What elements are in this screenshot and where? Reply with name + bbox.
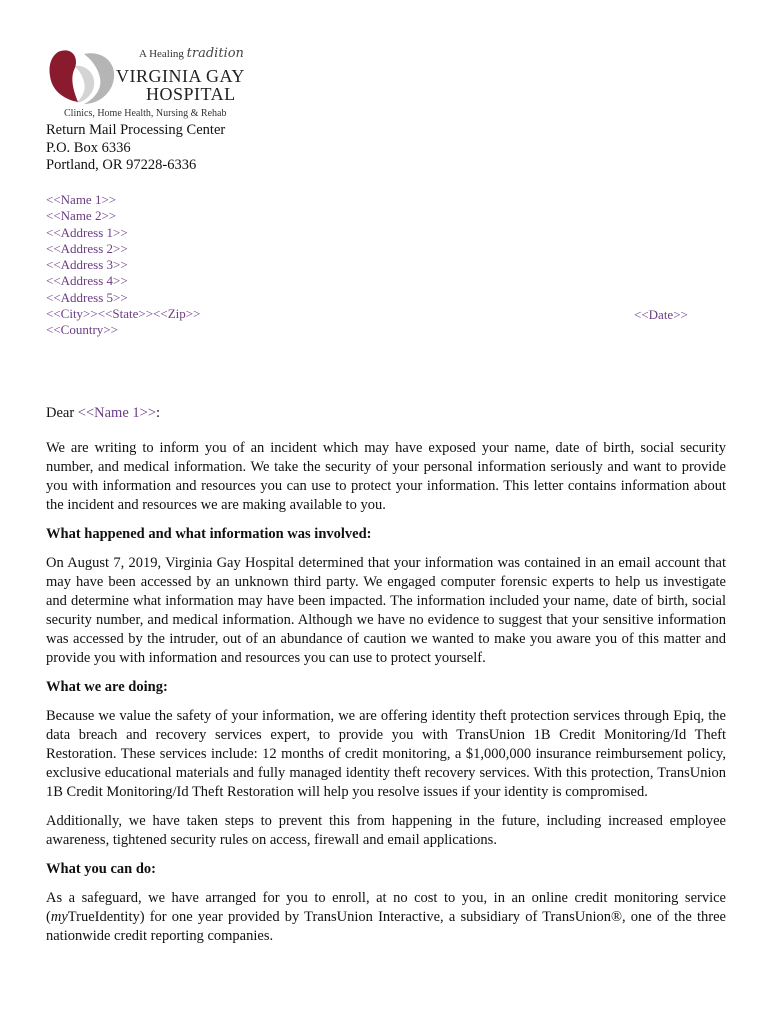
recipient-city-state-zip: <<City>><<State>><<Zip>> (46, 306, 201, 322)
what-happened-paragraph: On August 7, 2019, Virginia Gay Hospital determined that your information was contained in an email account that may have been accessed by an unknown third party. We engaged computer forensic experts to help us investigate and determine what information may have been impacted. The information included your name, date of birth, social security number, and medical information. Although we have no evidence to suggest that your sensitive information was accessed by the intruder, out of an abundance of caution we wanted to make you aware you of this matter and provide you with information and resources you can use to protect yourself. (46, 555, 726, 666)
return-address (46, 122, 225, 175)
date-field: <<Date>> (634, 307, 688, 322)
what-doing-paragraph: Because we value the safety of your information, we are offering identity theft protection services through Epiq, the data breach and recovery services expert, to provide you with TransUnion 1B Credit Monitoring/Id Theft Restoration. These services include: 12 months of credit monitoring, a $1,000,000 insurance reimbursement policy, exclusive educational materials and fully managed identity theft recovery services. With this protection, TransUnion 1B Credit Monitoring/Id Theft Restoration will help you resolve issues if your identity is compromised. (46, 708, 726, 800)
recipient-address4: <<Address 4>> (46, 273, 128, 289)
hospital-logo (44, 46, 244, 120)
return-address-line: P.O. Box 6336 (46, 139, 131, 156)
logo-subtitle: Clinics, Home Health, Nursing & Rehab (64, 108, 227, 119)
logo-name-line1: VIRGINIA GAY (116, 66, 245, 86)
recipient-address2: <<Address 2>> (46, 240, 128, 256)
return-address-line: Return Mail Processing Center (46, 122, 226, 138)
safeguard-paragraph: As a safeguard, we have arranged for you to enroll, at no cost to you, in an online credit monitoring service (myTrueIdentity) for one year provided by TransUnion Interactive, a subsidiary of TransUnion®, one of the three nationwide credit reporting companies. (46, 890, 726, 944)
heading-what-happened: What happened and what information was involved: (46, 526, 372, 542)
salutation-name: <<Name 1>> (77, 405, 157, 421)
logo-mark-icon (44, 48, 118, 106)
letter-body (46, 439, 726, 956)
recipient-country: <<Country>> (46, 322, 118, 338)
recipient-address3: <<Address 3>> (46, 257, 128, 273)
heading-what-you-can-do: What you can do: (46, 861, 156, 877)
logo-tagline: A Healing tradition (139, 46, 244, 61)
intro-paragraph: We are writing to inform you of an incident which may have exposed your name, date of birth, social security number, and medical information. We take the security of your personal information seriously and want to provide you with information and resources you can use to protect your information. This letter contains information about the incident and resources we are making available to you. (46, 440, 726, 513)
recipient-address-block (46, 192, 200, 339)
salutation: Dear <<Name 1>>: (46, 405, 161, 421)
heading-what-doing: What we are doing: (46, 679, 168, 695)
additionally-paragraph: Additionally, we have taken steps to prevent this from happening in the future, including increased employee awareness, tightened security rules on access, firewall and email applications. (46, 813, 726, 848)
recipient-name1: <<Name 1>> (46, 192, 117, 207)
recipient-name2: <<Name 2>> (46, 208, 117, 224)
recipient-address1: <<Address 1>> (46, 224, 128, 240)
logo-name-line2: HOSPITAL (146, 84, 236, 104)
return-address-line: Portland, OR 97228-6336 (46, 157, 197, 173)
recipient-address5: <<Address 5>> (46, 289, 128, 305)
